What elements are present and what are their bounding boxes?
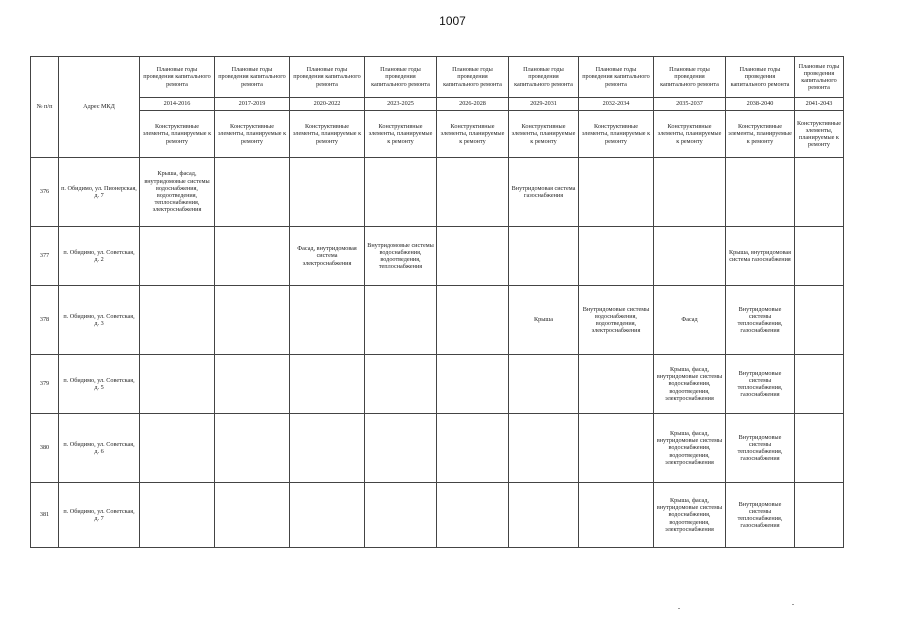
row-cell bbox=[579, 483, 654, 548]
table-row bbox=[31, 158, 844, 227]
row-cell bbox=[795, 158, 844, 227]
row-cell: Фасад, внутридомовая система электроснабжения bbox=[290, 227, 365, 286]
header-elements: Конструктивные элементы, планируемые к ремонту bbox=[654, 111, 726, 158]
row-cell: Крыша, фасад, внутридомовые системы водоснабжения, водоотведения, электроснабжения bbox=[654, 483, 726, 548]
header-elements: Конструктивные элементы, планируемые к ремонту bbox=[795, 111, 844, 158]
header-plan: Плановые годы проведения капитального ремонта bbox=[509, 57, 579, 98]
row-cell: Крыша, фасад, внутридомовые системы водоснабжения, водоотведения, электроснабжения bbox=[654, 414, 726, 483]
row-cell: Внутридомовые системы водоснабжения, водоотведения, теплоснабжения bbox=[365, 227, 437, 286]
table-row bbox=[31, 355, 844, 414]
row-cell bbox=[795, 227, 844, 286]
row-cell bbox=[795, 414, 844, 483]
row-cell: Крыша, фасад, внутридомовые системы водоснабжения, водоотведения, электроснабжения bbox=[654, 355, 726, 414]
row-address: п. Обидимо, ул. Советская, д. 7 bbox=[59, 483, 140, 548]
row-address: п. Обидимо, ул. Советская, д. 6 bbox=[59, 414, 140, 483]
row-cell: Внутридомовая система газоснабжения bbox=[509, 158, 579, 227]
row-cell bbox=[290, 414, 365, 483]
row-cell bbox=[579, 158, 654, 227]
header-plan: Плановые годы проведения капитального ремонта bbox=[579, 57, 654, 98]
row-cell bbox=[795, 355, 844, 414]
row-cell bbox=[365, 158, 437, 227]
scan-speck bbox=[678, 608, 680, 609]
row-cell bbox=[215, 355, 290, 414]
row-cell bbox=[726, 158, 795, 227]
row-cell bbox=[140, 483, 215, 548]
row-cell bbox=[579, 355, 654, 414]
row-num: 380 bbox=[31, 414, 59, 483]
row-address: п. Обидимо, ул. Советская, д. 5 bbox=[59, 355, 140, 414]
row-cell bbox=[140, 355, 215, 414]
row-cell bbox=[215, 227, 290, 286]
row-cell bbox=[140, 227, 215, 286]
header-elements: Конструктивные элементы, планируемые к ремонту bbox=[290, 111, 365, 158]
header-period: 2020-2022 bbox=[290, 98, 365, 111]
header-address: Адрес МКД bbox=[59, 57, 140, 158]
header-elements: Конструктивные элементы, планируемые к ремонту bbox=[509, 111, 579, 158]
header-elements: Конструктивные элементы, планируемые к ремонту bbox=[726, 111, 795, 158]
row-cell bbox=[509, 355, 579, 414]
row-address: п. Обидимо, ул. Пионерская, д. 7 bbox=[59, 158, 140, 227]
row-cell bbox=[365, 414, 437, 483]
header-plan: Плановые годы проведения капитального ремонта bbox=[795, 57, 844, 98]
row-cell bbox=[437, 158, 509, 227]
page-number: 1007 bbox=[439, 14, 466, 28]
row-address: п. Обидимо, ул. Советская, д. 2 bbox=[59, 227, 140, 286]
row-cell bbox=[509, 483, 579, 548]
table-header bbox=[31, 57, 844, 158]
row-cell bbox=[795, 286, 844, 355]
row-cell bbox=[654, 158, 726, 227]
row-num: 376 bbox=[31, 158, 59, 227]
row-cell bbox=[437, 355, 509, 414]
header-plan: Плановые годы проведения капитального ремонта bbox=[654, 57, 726, 98]
table-row bbox=[31, 227, 844, 286]
header-plan: Плановые годы проведения капитального ремонта bbox=[365, 57, 437, 98]
header-period: 2035-2037 bbox=[654, 98, 726, 111]
row-cell bbox=[579, 414, 654, 483]
header-plan: Плановые годы проведения капитального ремонта bbox=[290, 57, 365, 98]
header-period: 2026-2028 bbox=[437, 98, 509, 111]
header-elements: Конструктивные элементы, планируемые к ремонту bbox=[579, 111, 654, 158]
header-plan: Плановые годы проведения капитального ремонта bbox=[437, 57, 509, 98]
row-cell bbox=[365, 286, 437, 355]
header-period: 2014-2016 bbox=[140, 98, 215, 111]
row-cell bbox=[579, 227, 654, 286]
row-cell bbox=[365, 355, 437, 414]
row-num: 379 bbox=[31, 355, 59, 414]
row-cell bbox=[215, 286, 290, 355]
scan-speck bbox=[792, 604, 794, 605]
row-cell bbox=[654, 227, 726, 286]
header-period: 2038-2040 bbox=[726, 98, 795, 111]
header-elements: Конструктивные элементы, планируемые к ремонту bbox=[365, 111, 437, 158]
row-cell: Внутридомовые системы теплоснабжения, газоснабжения bbox=[726, 483, 795, 548]
row-cell: Внутридомовые системы теплоснабжения, газоснабжения bbox=[726, 414, 795, 483]
row-cell bbox=[290, 286, 365, 355]
header-elements: Конструктивные элементы, планируемые к ремонту bbox=[215, 111, 290, 158]
row-cell bbox=[215, 158, 290, 227]
row-num: 381 bbox=[31, 483, 59, 548]
table-row bbox=[31, 414, 844, 483]
row-cell bbox=[140, 414, 215, 483]
row-cell bbox=[437, 483, 509, 548]
row-cell: Крыша, фасад, внутридомовые системы водоснабжения, водоотведения, теплоснабжения, электроснабжения bbox=[140, 158, 215, 227]
header-plan: Плановые годы проведения капитального ремонта bbox=[140, 57, 215, 98]
row-cell: Внутридомовые системы водоснабжения, водоотведения, электроснабжения bbox=[579, 286, 654, 355]
header-plan: Плановые годы проведения капитального ремонта bbox=[726, 57, 795, 98]
row-cell bbox=[290, 355, 365, 414]
header-plan: Плановые годы проведения капитального ремонта bbox=[215, 57, 290, 98]
row-cell bbox=[290, 158, 365, 227]
capital-repair-table bbox=[30, 56, 844, 548]
header-period: 2023-2025 bbox=[365, 98, 437, 111]
table-row bbox=[31, 286, 844, 355]
row-num: 377 bbox=[31, 227, 59, 286]
row-cell bbox=[437, 286, 509, 355]
row-cell bbox=[365, 483, 437, 548]
row-cell bbox=[140, 286, 215, 355]
row-cell bbox=[215, 414, 290, 483]
row-cell bbox=[509, 227, 579, 286]
row-cell: Крыша bbox=[509, 286, 579, 355]
row-cell: Внутридомовые системы теплоснабжения, газоснабжения bbox=[726, 355, 795, 414]
header-period: 2017-2019 bbox=[215, 98, 290, 111]
row-cell bbox=[290, 483, 365, 548]
header-period: 2041-2043 bbox=[795, 98, 844, 111]
row-cell bbox=[437, 414, 509, 483]
row-cell bbox=[795, 483, 844, 548]
row-cell bbox=[437, 227, 509, 286]
header-num: № п/п bbox=[31, 57, 59, 158]
row-num: 378 bbox=[31, 286, 59, 355]
header-period: 2029-2031 bbox=[509, 98, 579, 111]
header-elements: Конструктивные элементы, планируемые к ремонту bbox=[437, 111, 509, 158]
row-cell: Внутридомовые системы теплоснабжения, газоснабжения bbox=[726, 286, 795, 355]
row-cell: Фасад bbox=[654, 286, 726, 355]
row-cell: Крыша, внутридомовая система газоснабжения bbox=[726, 227, 795, 286]
header-period: 2032-2034 bbox=[579, 98, 654, 111]
row-cell bbox=[509, 414, 579, 483]
row-cell bbox=[215, 483, 290, 548]
header-elements: Конструктивные элементы, планируемые к ремонту bbox=[140, 111, 215, 158]
table-row bbox=[31, 483, 844, 548]
table-body bbox=[31, 158, 844, 548]
row-address: п. Обидимо, ул. Советская, д. 3 bbox=[59, 286, 140, 355]
